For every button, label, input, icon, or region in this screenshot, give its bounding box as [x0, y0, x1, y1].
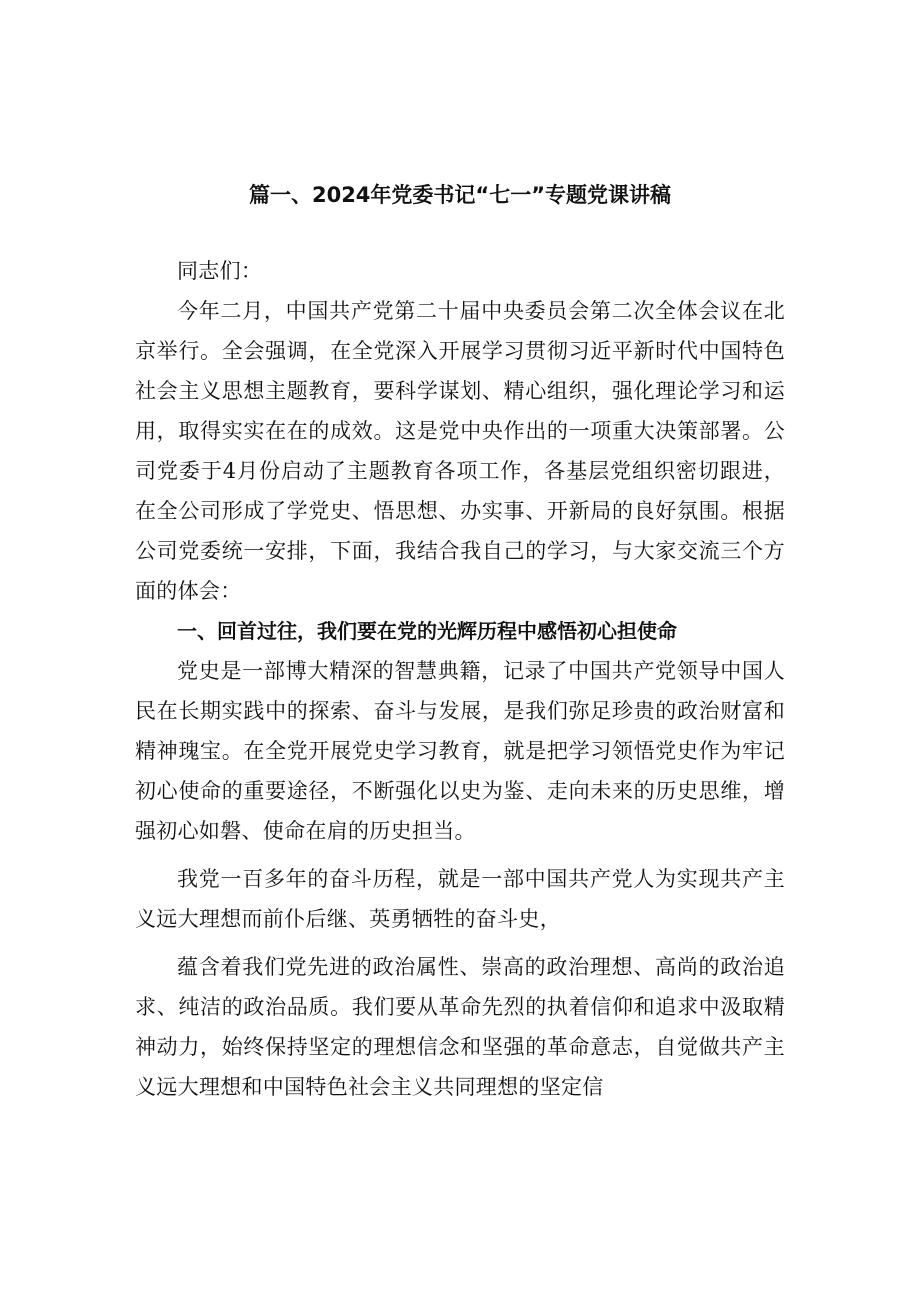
paragraph-party-history: 党史是一部博大精深的智慧典籍，记录了中国共产党领导中国人民在长期实践中的探索、奋斗与发展，是我们弥足珍贵的政治财富和精神瑰宝。在全党开展党史学习教育，就是把学习领悟党史作为牢记初心使命的重要途径，不断强化以史为鉴、走向未来的历史思维，增强初心如磐、使命在肩的历史担当。: [135, 659, 785, 843]
greeting: 同志们：: [177, 259, 263, 283]
document-title: 篇一、2024年党委书记“七一”专题党课讲稿: [248, 183, 672, 207]
paragraph-political-qualities: 蕴含着我们党先进的政治属性、崇高的政治理想、高尚的政治追求、纯洁的政治品质。我们要从革命先烈的执着信仰和追求中汲取精神动力，始终保持坚定的理想信念和坚强的革命意志，自觉做共产主义远大理想和中国特色社会主义共同理想的坚定信: [135, 955, 785, 1099]
section-heading-1: 一、回首过往，我们要在党的光辉历程中感悟初心担使命: [177, 619, 677, 643]
document-body: [135, 251, 785, 1107]
paragraph-intro: 今年二月，中国共产党第二十届中央委员会第二次全体会议在北京举行。全会强调，在全党深入开展学习贯彻习近平新时代中国特色社会主义思想主题教育，要科学谋划、精心组织，强化理论学习和运用，取得实实在在的成效。这是党中央作出的一项重大决策部署。公司党委于4月份启动了主题教育各项工作，各基层党组织密切跟进，在全公司形成了学党史、悟思想、办实事、开新局的良好氛围。根据公司党委统一安排，下面，我结合我自己的学习，与大家交流三个方面的体会：: [135, 299, 785, 603]
paragraph-struggle-history: 我党一百多年的奋斗历程，就是一部中国共产党人为实现共产主义远大理想而前仆后继、英勇牺牲的奋斗史，: [135, 867, 785, 931]
